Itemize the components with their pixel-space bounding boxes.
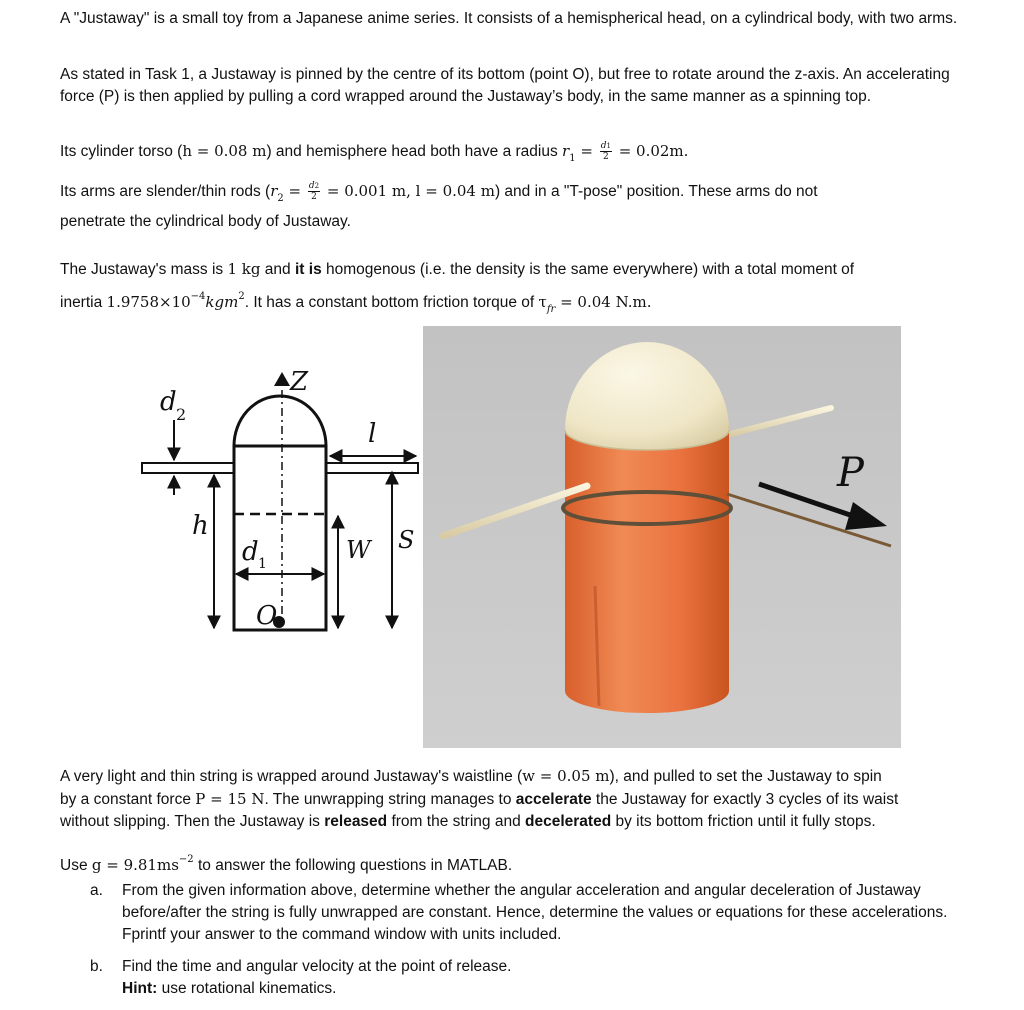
string-paragraph bbox=[60, 765, 965, 833]
radius-r2-symbol: r bbox=[270, 182, 278, 200]
justaway-3d-render bbox=[423, 326, 901, 748]
label-d1: d bbox=[242, 537, 259, 567]
para2-l1-pre: A very light and thin string is wrapped around Justaway's waistline ( bbox=[60, 768, 523, 785]
tau-symbol: τ bbox=[538, 293, 547, 311]
intro-paragraph-2: As stated in Task 1, a Justaway is pinned by the centre of its bottom (point O), but free to rotate around the z-axis. An accelerating force (P) is then applied by pulling a cord wrapped around the Justaway’s body, in the same manner as a spinning top. bbox=[60, 66, 950, 105]
radius-r1-subscript: 1 bbox=[569, 153, 576, 164]
mass-bold-text: it is bbox=[294, 261, 322, 278]
decelerated-bold: decelerated bbox=[525, 813, 612, 830]
label-l: l bbox=[368, 419, 377, 449]
d2-over-2-fraction bbox=[308, 181, 320, 202]
force-value: P = 15 N bbox=[195, 790, 265, 808]
question-b-label: b. bbox=[90, 958, 103, 975]
arms-text-pre: Its arms are slender/thin rods ( bbox=[60, 183, 271, 200]
question-item bbox=[84, 956, 964, 1000]
label-d1-sub: 1 bbox=[258, 556, 267, 572]
question-a-label: a. bbox=[90, 882, 103, 899]
inertia-unit: kgm bbox=[205, 293, 239, 311]
label-h: h bbox=[192, 511, 209, 541]
frac2-numerator: d bbox=[308, 181, 315, 192]
arms-values: = 0.001 m, l = 0.04 m bbox=[322, 182, 495, 200]
radius-value: = 0.02m. bbox=[613, 142, 689, 160]
gravity-exponent: −2 bbox=[178, 854, 194, 865]
arms-text-post: ) and in a "T-pose" position. These arms do not bbox=[494, 183, 818, 200]
label-z: Z bbox=[290, 367, 309, 397]
z-axis-arrow bbox=[274, 372, 290, 386]
render-label-p: P bbox=[837, 450, 864, 496]
radius-r2-subscript: 2 bbox=[277, 193, 284, 204]
label-d2: d bbox=[160, 387, 177, 417]
equals-sign: = bbox=[575, 142, 598, 160]
accelerate-bold: accelerate bbox=[515, 791, 592, 808]
label-d2-sub: 2 bbox=[176, 405, 187, 424]
para2-l2-mid: . The unwrapping string manages to bbox=[264, 791, 516, 808]
released-bold: released bbox=[324, 813, 388, 830]
intro-paragraph-1: A "Justaway" is a small toy from a Japanese anime series. It consists of a hemispherical head, on a cylindrical body, with two arms. bbox=[60, 10, 958, 27]
inertia-exponent: −4 bbox=[190, 291, 206, 302]
frac-numerator-sub: 1 bbox=[606, 142, 611, 151]
mass-text-post: homogenous (i.e. the density is the same everywhere) with a total moment of bbox=[321, 261, 855, 278]
left-arm bbox=[142, 463, 234, 473]
mass-text-mid: and bbox=[260, 261, 295, 278]
inertia-text-pre: inertia bbox=[60, 294, 107, 311]
waist-value: w = 0.05 m bbox=[522, 767, 610, 785]
inertia-line bbox=[60, 286, 965, 321]
para2-l1-post: ), and pulled to set the Justaway to spin bbox=[609, 768, 882, 785]
head-outline bbox=[234, 396, 326, 446]
para2-l3-post: by its bottom friction until it fully stops. bbox=[611, 813, 876, 830]
gravity-value: g = 9.81ms bbox=[91, 856, 179, 874]
label-o: O bbox=[256, 601, 278, 631]
question-b-text: Find the time and angular velocity at the point of release. bbox=[122, 958, 512, 975]
torso-text-pre: Its cylinder torso ( bbox=[60, 143, 183, 160]
torso-height-value: h = 0.08 m bbox=[182, 142, 267, 160]
para2-l3-mid: from the string and bbox=[387, 813, 525, 830]
hint-text: use rotational kinematics. bbox=[157, 980, 337, 997]
question-item bbox=[84, 880, 964, 946]
use-g-pre: Use bbox=[60, 857, 92, 874]
mass-text-pre: The Justaway's mass is bbox=[60, 261, 228, 278]
hint-label: Hint: bbox=[122, 980, 158, 997]
use-g-post: to answer the following questions in MATLAB. bbox=[193, 857, 513, 874]
torso-dimensions-line bbox=[60, 140, 965, 170]
frac2-denominator: 2 bbox=[311, 192, 317, 203]
question-list bbox=[84, 880, 964, 1010]
right-arm bbox=[326, 463, 418, 473]
para2-l2-pre: by a constant force bbox=[60, 791, 196, 808]
render-svg bbox=[423, 326, 901, 748]
para2-l3-pre: without slipping. Then the Justaway is bbox=[60, 813, 325, 830]
label-s: S bbox=[398, 526, 415, 554]
radius-r1-symbol: r bbox=[562, 142, 570, 160]
question-a-text: From the given information above, determine whether the angular acceleration and angular deceleration of Justaway before/after the string is fully unwrapped are constant. Hence, determine the values or equations for these accelerations. Fprintf your answer to the command window with units included. bbox=[122, 882, 948, 943]
inertia-value: 1.9758×10 bbox=[106, 293, 191, 311]
frac-numerator: d bbox=[600, 141, 607, 152]
render-body bbox=[565, 426, 729, 713]
para2-l2-post: the Justaway for exactly 3 cycles of its waist bbox=[591, 791, 899, 808]
d1-over-2-fraction bbox=[600, 141, 612, 162]
label-w: W bbox=[346, 536, 371, 564]
tau-subscript: fr bbox=[546, 304, 556, 315]
mass-value: 1 kg bbox=[227, 260, 261, 278]
frac2-numerator-sub: 2 bbox=[314, 182, 320, 191]
use-g-line bbox=[60, 849, 965, 877]
inertia-unit-exponent: 2 bbox=[238, 291, 245, 302]
friction-torque-value: = 0.04 N.m. bbox=[555, 293, 652, 311]
arms-dimensions-line: Its arms are slender/thin rods ($r_2$ = $\frac{d2}{2}$ = 0.001 m, l = 0.04 m) and in a "T-pose" position. These arms do not bbox=[60, 181, 818, 204]
torso-text-mid: ) and hemisphere head both have a radius bbox=[266, 143, 563, 160]
frac-denominator: 2 bbox=[602, 152, 609, 163]
arms-line-2: penetrate the cylindrical body of Justaway. bbox=[60, 213, 351, 230]
justaway-schematic-diagram bbox=[130, 350, 430, 635]
inertia-text-mid: . It has a constant bottom friction torque of bbox=[244, 294, 539, 311]
mass-line bbox=[60, 258, 965, 281]
